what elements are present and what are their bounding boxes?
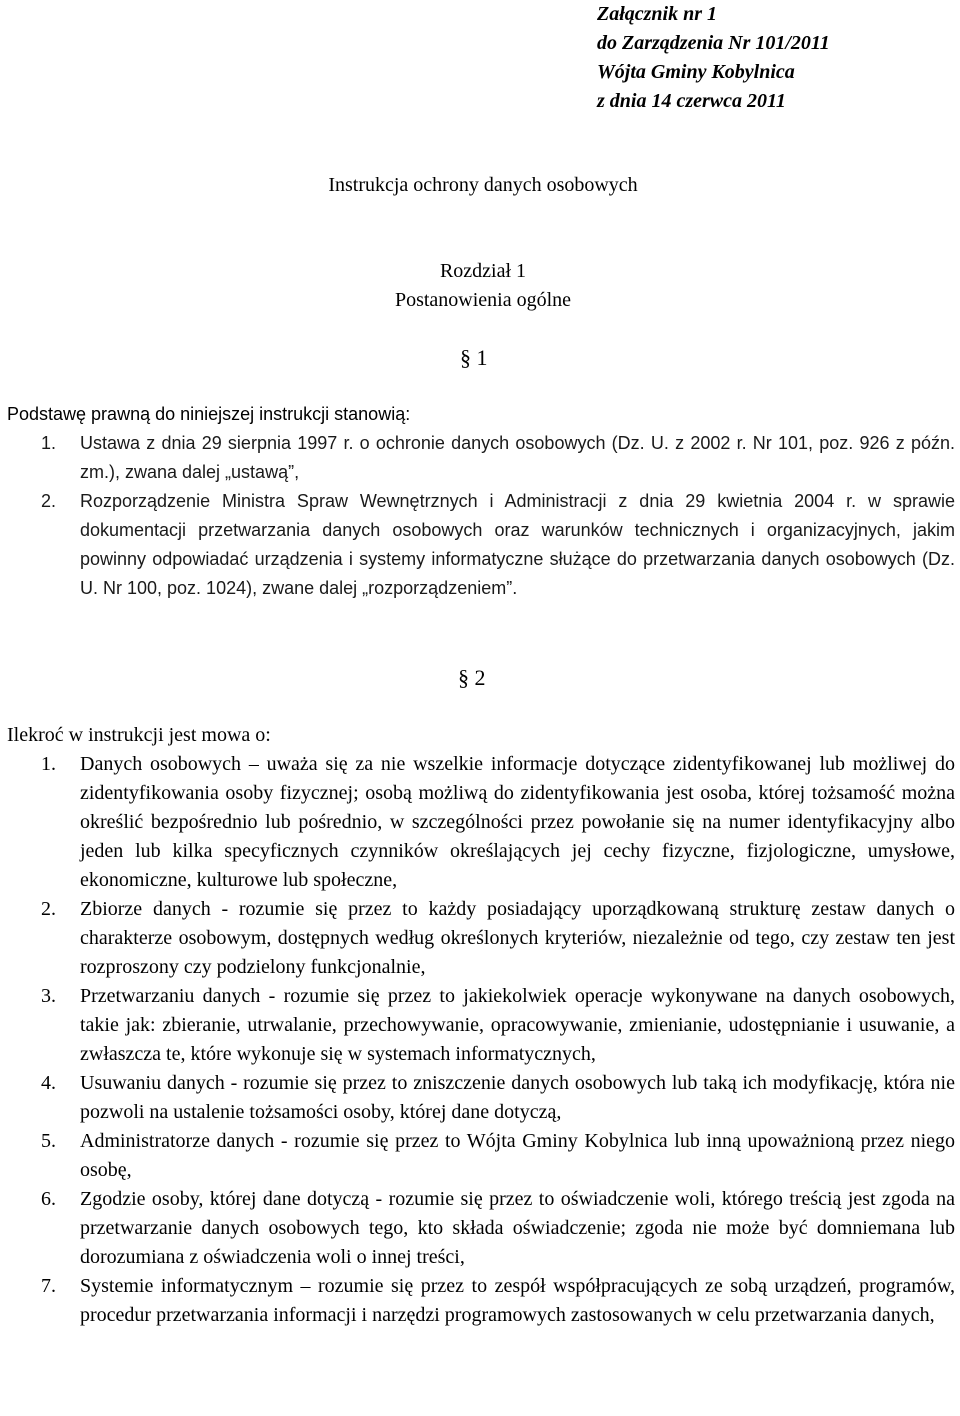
section-intro: Ilekroć w instrukcji jest mowa o: bbox=[7, 724, 271, 746]
list-item-text: Zbiorze danych - rozumie się przez to każdy posiadający uporządkowaną strukturę zestaw danych o charakterze osobowym, dostępnych według określonych kryteriów, niezależnie od tego, czy zestaw ten jest rozproszony czy podzielony funkcjonalnie, bbox=[80, 898, 955, 978]
list-item-text: Administratorze danych - rozumie się przez to Wójta Gminy Kobylnica lub inną upoważnioną przez niego osobę, bbox=[80, 1130, 955, 1181]
list-item-number: 6. bbox=[41, 1188, 56, 1210]
attachment-line: do Zarządzenia Nr 101/2011 bbox=[597, 32, 830, 54]
attachment-line: Wójta Gminy Kobylnica bbox=[597, 61, 795, 83]
section-mark: § 2 bbox=[458, 665, 486, 690]
definitions-list bbox=[41, 750, 955, 1330]
list-item-text: Zgodzie osoby, której dane dotyczą - rozumie się przez to oświadczenie woli, którego treścią jest zgoda na przetwarzanie danych osobowych tego, kto składa oświadczenie; zgoda nie może być domniemana lub dorozumiana z oświadczenia woli o innej treści, bbox=[80, 1188, 955, 1268]
list-item bbox=[41, 982, 955, 1069]
list-item-number: 4. bbox=[41, 1072, 56, 1094]
list-item bbox=[41, 895, 955, 982]
list-item-text: Danych osobowych – uważa się za nie wszelkie informacje dotyczące zidentyfikowanej lub możliwej do zidentyfikowania osoby fizycznej; osobą możliwą do zidentyfikowania jest osoba, której tożsamość można określić bezpośrednio lub pośrednio, w szczególności przez powołanie się na numer identyfikacyjny albo jeden lub kilka specyficznych czynników określających jej cechy fizyczne, fizjologiczne, umysłowe, ekonomiczne, kulturowe lub społeczne, bbox=[80, 753, 955, 891]
chapter-number: Rozdział 1 bbox=[439, 260, 527, 282]
attachment-line: z dnia 14 czerwca 2011 bbox=[597, 90, 786, 112]
section-intro: Podstawę prawną do niniejszej instrukcji stanowią: bbox=[7, 404, 411, 424]
list-item bbox=[41, 1127, 955, 1185]
attachment-header bbox=[597, 0, 830, 116]
legal-basis-list bbox=[41, 429, 955, 603]
list-item-number: 3. bbox=[41, 985, 56, 1007]
list-item-text: Systemie informatycznym – rozumie się przez to zespół współpracujących ze sobą urządzeń, programów, procedur przetwarzania informacji i narzędzi programowych zastosowanych w celu przetwarzania danych, bbox=[80, 1275, 955, 1326]
document-title: Instrukcja ochrony danych osobowych bbox=[328, 174, 638, 196]
list-item-number: 5. bbox=[41, 1130, 56, 1152]
list-item-number: 1. bbox=[41, 433, 57, 453]
list-item-number: 2. bbox=[41, 898, 56, 920]
list-item-text: Rozporządzenie Ministra Spraw Wewnętrznych i Administracji z dnia 29 kwietnia 2004 r. w sprawie dokumentacji przetwarzania danych osobowych oraz warunków technicznych i organizacyjnych, jakim powinny odpowiadać urządzenia i systemy informatyczne służące do przetwarzania danych osobowych (Dz. U. Nr 100, poz. 1024), zwane dalej „rozporządzeniem”. bbox=[80, 491, 955, 598]
list-item bbox=[41, 1185, 955, 1272]
section-mark: § 1 bbox=[460, 345, 488, 370]
list-item-text: Przetwarzaniu danych - rozumie się przez to jakiekolwiek operacje wykonywane na danych osobowych, takie jak: zbieranie, utrwalanie, przechowywanie, opracowywanie, zmienianie, udostępnianie i usuwanie, a zwłaszcza te, które wykonuje się w systemach informatycznych, bbox=[80, 985, 955, 1065]
chapter-heading bbox=[0, 257, 960, 315]
list-item-text: Ustawa z dnia 29 sierpnia 1997 r. o ochronie danych osobowych (Dz. U. z 2002 r. Nr 101, poz. 926 z późn. zm.), zwana dalej „ustawą”, bbox=[80, 433, 955, 482]
document-title-block bbox=[0, 171, 960, 200]
list-item bbox=[41, 487, 955, 603]
attachment-line: Załącznik nr 1 bbox=[597, 3, 718, 25]
list-item bbox=[41, 429, 955, 487]
list-item-text: Usuwaniu danych - rozumie się przez to zniszczenie danych osobowych lub taką ich modyfikację, która nie pozwoli na ustalenie tożsamości osoby, której dane dotyczą, bbox=[80, 1072, 955, 1123]
list-item-number: 1. bbox=[41, 753, 56, 775]
chapter-name: Postanowienia ogólne bbox=[394, 289, 572, 311]
list-item-number: 7. bbox=[41, 1275, 56, 1297]
list-item-number: 2. bbox=[41, 491, 57, 511]
list-item bbox=[41, 750, 955, 895]
list-item bbox=[41, 1272, 955, 1330]
list-item bbox=[41, 1069, 955, 1127]
